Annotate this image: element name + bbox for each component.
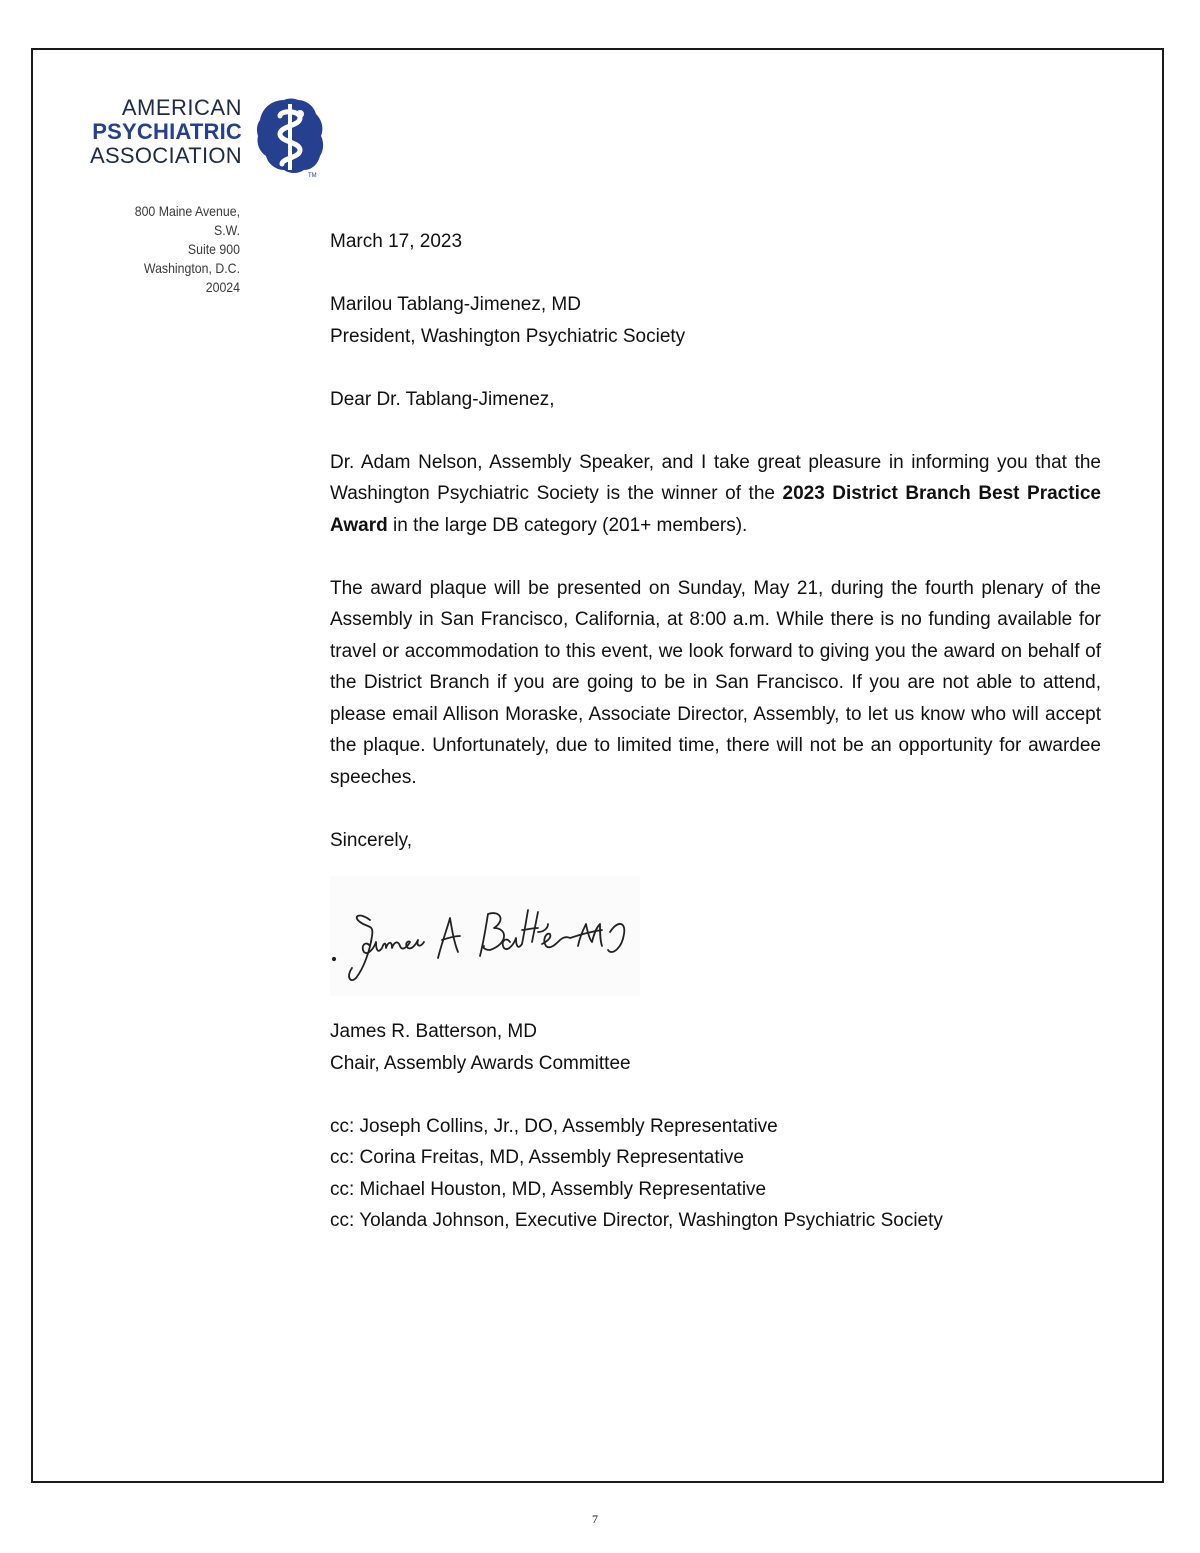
- cc-line: cc: Corina Freitas, MD, Assembly Representative: [330, 1147, 744, 1168]
- logo-line-american: AMERICAN: [121, 95, 242, 120]
- letterhead-address: [108, 202, 240, 297]
- page-number: 7: [592, 1512, 598, 1526]
- handwritten-signature: [330, 876, 640, 996]
- letter-date: March 17, 2023: [330, 231, 463, 252]
- closing: Sincerely,: [330, 829, 413, 851]
- salutation: Dear Dr. Tablang-Jimenez,: [330, 388, 555, 410]
- address-city: Washington, D.C. 20024: [143, 260, 240, 295]
- apa-logo: [70, 94, 330, 184]
- recipient-name: Marilou Tablang-Jimenez, MD: [330, 294, 581, 315]
- paragraph-presentation-details: The award plaque will be presented on Sunday, May 21, during the fourth plenary of the Assembly in San Francisco, California, at 8:00 a.m. While there is no funding available for travel or accommodation to this event, we look forward to giving you the award on behalf of the District Branch if you are going to be in San Francisco. If you are not able to attend, please email Allison Moraske, Associate Director, Assembly, to let us know who will accept the plaque. Unfortunately, due to limited time, there will not be an opportunity for awardee speeches.: [330, 577, 1101, 788]
- cc-line: cc: Joseph Collins, Jr., DO, Assembly Representative: [330, 1115, 778, 1137]
- signer-name: James R. Batterson, MD: [330, 1021, 537, 1042]
- signer-title: Chair, Assembly Awards Committee: [330, 1052, 631, 1074]
- apa-brain-caduceus-icon: [254, 94, 324, 178]
- signer-block: [330, 1016, 1101, 1079]
- signature-image: [330, 876, 640, 996]
- paragraph-award-announcement: [330, 447, 1101, 542]
- letter-body: [330, 226, 1101, 1237]
- logo-line-association: ASSOCIATION: [89, 143, 242, 168]
- recipient-block: [330, 289, 1101, 352]
- para1-text-before: Dr. Adam Nelson, Assembly Speaker, and I take great pleasure in informing you that the Washington Psychiatric Society is the winner of the: [330, 451, 1101, 504]
- logo-line-psychiatric: PSYCHIATRIC: [92, 119, 242, 144]
- cc-line: cc: Michael Houston, MD, Assembly Representative: [330, 1178, 767, 1200]
- cc-line: cc: Yolanda Johnson, Executive Director, Washington Psychiatric Society: [330, 1210, 943, 1231]
- logo-wordmark: [70, 96, 242, 168]
- para1-text-after: in the large DB category (201+ members).: [387, 514, 748, 536]
- award-name: 2023 District Branch Best Practice Award: [330, 483, 1101, 536]
- address-street: 800 Maine Avenue, S.W.: [134, 203, 240, 238]
- svg-text:TM: TM: [308, 173, 317, 178]
- address-suite: Suite 900: [187, 241, 240, 257]
- cc-list: [330, 1111, 1101, 1237]
- recipient-title: President, Washington Psychiatric Society: [330, 325, 686, 347]
